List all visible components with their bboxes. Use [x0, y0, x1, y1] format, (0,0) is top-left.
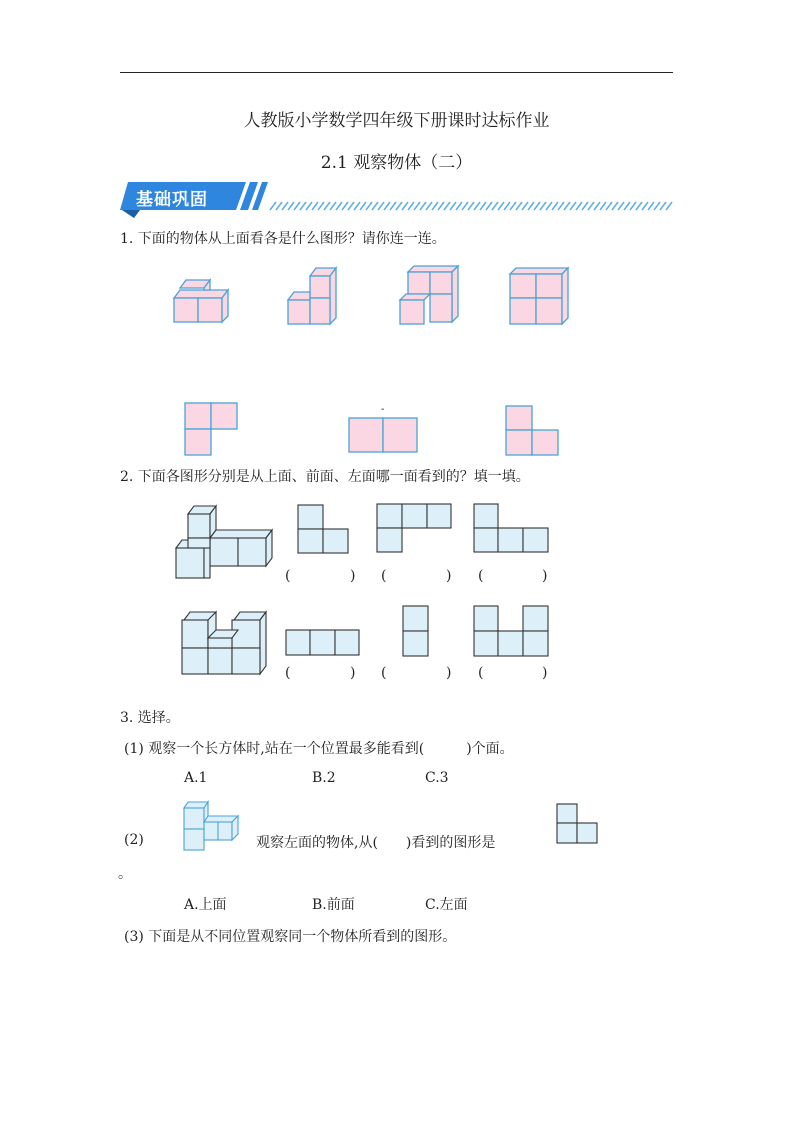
question-1: 1. 下面的物体从上面看各是什么图形？请你连一连。: [120, 231, 446, 247]
q2-blank-1-close: ): [350, 568, 356, 584]
q1-view-a: [185, 403, 239, 457]
question-3: 3. 选择。: [120, 710, 180, 726]
q3-sub2-view: [557, 804, 599, 846]
q3-sub2-option-c[interactable]: C.左面: [425, 897, 468, 913]
q2-solid-2: [182, 612, 270, 676]
q3-sub2-tail: 。: [118, 866, 132, 882]
q2-answer-blank-6[interactable]: [485, 663, 541, 683]
q2-blank-4-close: ): [350, 665, 356, 681]
q2-blank-3-open: (: [478, 568, 484, 584]
q3-sub2-label: (2): [124, 832, 144, 848]
q3-sub2-blank[interactable]: [400, 830, 436, 850]
q3-sub2-option-b[interactable]: B.前面: [312, 897, 355, 913]
q2-blank-3-close: ): [542, 568, 548, 584]
q2-answer-blank-1[interactable]: [292, 566, 348, 586]
q2-solid-1: [176, 506, 274, 582]
q2-answer-blank-2[interactable]: [388, 566, 444, 586]
q2-blank-1-open: (: [285, 568, 291, 584]
q2-blank-4-open: (: [285, 665, 291, 681]
q3-sub1-blank[interactable]: [478, 736, 526, 756]
q3-sub1: (1) 观察一个长方体时,站在一个位置最多能看到( )个面。: [124, 741, 514, 757]
q2-view-3: [474, 504, 550, 554]
q3-sub1-option-c[interactable]: C.3: [425, 770, 449, 786]
dash-mark: -: [381, 404, 385, 415]
q2-answer-blank-3[interactable]: [485, 566, 541, 586]
section-badge: 基础巩固: [136, 190, 208, 210]
q1-solid-1: [174, 280, 234, 326]
q2-blank-5-close: ): [446, 665, 452, 681]
q1-view-b: [349, 418, 419, 454]
q2-answer-blank-5[interactable]: [388, 663, 444, 683]
q1-solid-3: [400, 266, 462, 326]
q2-answer-blank-4[interactable]: [292, 663, 348, 683]
q1-solid-2: [288, 268, 348, 326]
q1-solid-4: [510, 268, 572, 328]
q3-sub2-option-a[interactable]: A.上面: [184, 897, 227, 913]
top-rule: [120, 72, 673, 73]
q2-view-6: [474, 606, 550, 658]
q2-view-2: [377, 504, 453, 554]
q2-view-1: [298, 505, 350, 555]
page-title: 人教版小学数学四年级下册课时达标作业: [243, 111, 550, 131]
q3-sub1-option-a[interactable]: A.1: [184, 770, 208, 786]
q3-sub3: (3) 下面是从不同位置观察同一个物体所看到的图形。: [124, 929, 457, 945]
q2-blank-2-open: (: [381, 568, 387, 584]
q2-blank-6-open: (: [478, 665, 484, 681]
q3-sub1-option-b[interactable]: B.2: [312, 770, 336, 786]
q2-blank-5-open: (: [381, 665, 387, 681]
q2-view-4: [286, 630, 362, 658]
q3-sub2-text: 观察左面的物体,从( )看到的图形是: [256, 835, 496, 851]
q2-view-5: [403, 606, 431, 658]
q2-blank-2-close: ): [446, 568, 452, 584]
page-subtitle: 2.1 观察物体（二）: [320, 153, 473, 173]
q3-sub2-solid: [182, 802, 240, 852]
q2-blank-6-close: ): [542, 665, 548, 681]
q1-view-c: [506, 406, 560, 458]
question-2: 2. 下面各图形分别是从上面、前面、左面哪一面看到的？填一填。: [120, 469, 530, 485]
